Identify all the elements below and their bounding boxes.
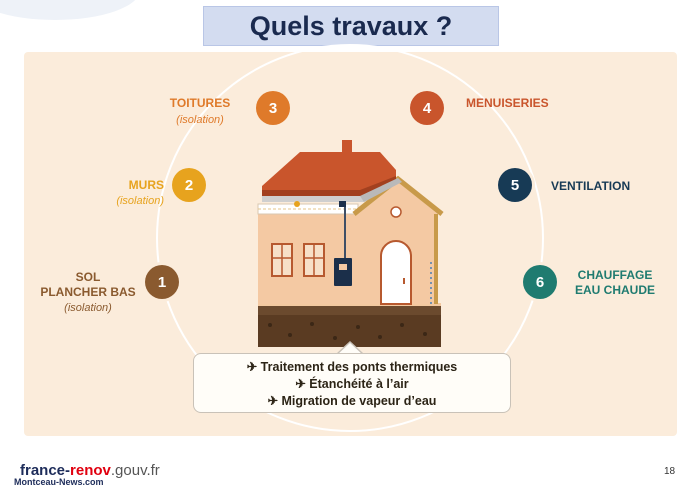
ground-section — [258, 303, 441, 347]
badge-2: 2 — [172, 168, 206, 202]
france-renov-logo[interactable]: france-renov.gouv.fr — [20, 462, 160, 479]
label-menuiseries: MENUISERIES — [466, 96, 549, 110]
page-number: 18 — [664, 466, 676, 477]
sub-toitures: (isolation) — [176, 114, 224, 126]
badge-1: 1 — [145, 265, 179, 299]
page-title: Quels travaux ? — [249, 10, 453, 41]
badge-4: 4 — [410, 91, 444, 125]
label-chauffage: CHAUFFAGE EAU CHAUDE — [574, 268, 655, 297]
callout-box — [193, 353, 511, 413]
label-murs: MURS — [128, 178, 164, 192]
sub-murs: (isolation) — [116, 195, 164, 207]
sub-sol: (isolation) — [64, 302, 112, 314]
callout-line-3: ✈ Migration de vapeur d’eau — [267, 394, 437, 408]
badge-5: 5 — [498, 168, 532, 202]
callout-line-1: ✈ Traitement des ponts thermiques — [246, 360, 458, 374]
badge-6: 6 — [523, 265, 557, 299]
label-toitures: TOITURES — [169, 96, 231, 110]
label-sol: SOL PLANCHER BAS — [40, 270, 136, 299]
badge-3: 3 — [256, 91, 290, 125]
label-ventilation: VENTILATION — [551, 179, 631, 193]
callout-line-2: ✈ Étanchéité à l’air — [295, 377, 409, 391]
watermark: Montceau-News.com — [14, 477, 104, 487]
house-body — [258, 204, 358, 304]
